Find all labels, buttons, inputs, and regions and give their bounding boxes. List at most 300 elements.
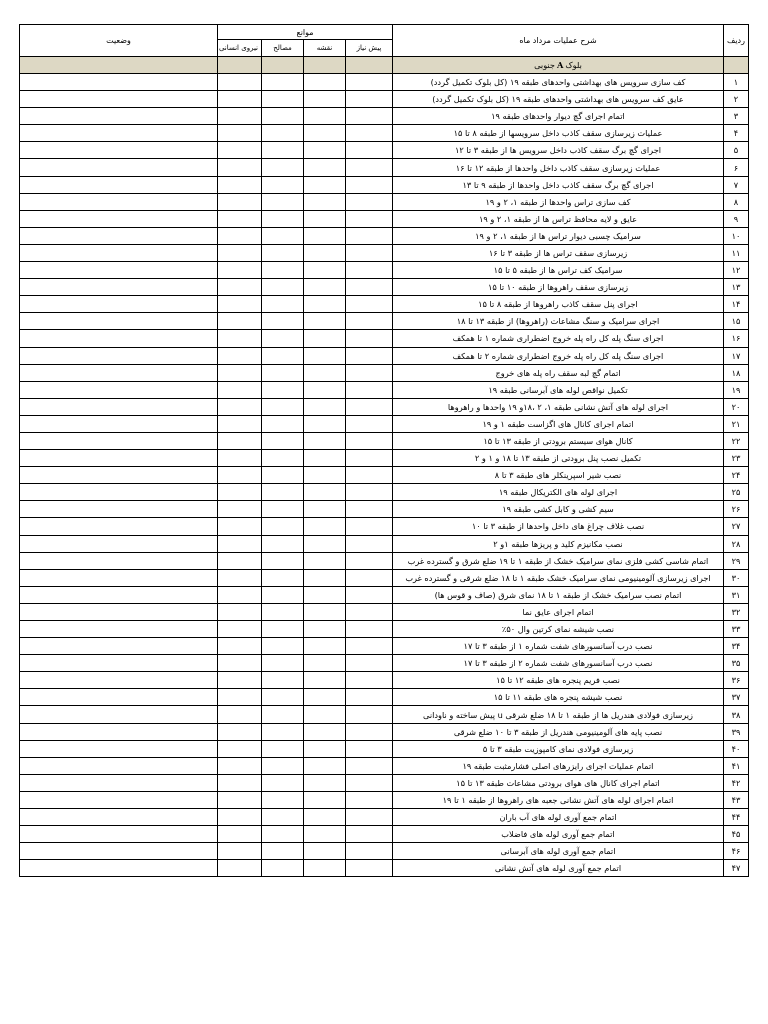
cell-status [20,826,218,843]
cell-materials [262,535,304,552]
cell-manpower [218,193,262,210]
cell-status [20,586,218,603]
cell-drawing [304,672,346,689]
cell-manpower [218,398,262,415]
cell-manpower [218,227,262,244]
cell-prerequisite [346,279,393,296]
cell-materials [262,501,304,518]
cell-drawing [304,689,346,706]
row-number: ۱۹ [724,381,749,398]
header-description: شرح عملیات مرداد ماه [393,25,724,57]
table-row [20,535,749,552]
cell-prerequisite [346,227,393,244]
cell-materials [262,381,304,398]
cell-materials [262,467,304,484]
table-row [20,672,749,689]
cell-materials [262,74,304,91]
row-description: نصب شیر اسپرینکلر های طبقه ۳ تا ۸ [393,467,724,484]
row-number: ۲۴ [724,467,749,484]
cell-materials [262,809,304,826]
cell-prerequisite [346,415,393,432]
cell-drawing [304,450,346,467]
cell-drawing [304,740,346,757]
cell-drawing [304,586,346,603]
header-prerequisite: پیش نیاز [346,40,393,57]
row-description: اجرای پنل سقف کاذب راهروها از طبقه ۸ تا ۱۵ [393,296,724,313]
cell-materials [262,313,304,330]
table-row [20,757,749,774]
cell-manpower [218,262,262,279]
row-description: نصب درب آسانسورهای شفت شماره ۱ از طبقه ۳ تا ۱۷ [393,638,724,655]
row-description: اجرای سرامیک و سنگ مشاعات (راهروها) از طبقه ۱۳ تا ۱۸ [393,313,724,330]
cell-materials [262,244,304,261]
section-title: بلوکAجنوبی [393,57,724,74]
cell-status [20,176,218,193]
cell-prerequisite [346,740,393,757]
row-number: ۴۵ [724,826,749,843]
cell-prerequisite [346,91,393,108]
row-number: ۴۶ [724,843,749,860]
row-number: ۴ [724,125,749,142]
cell-prerequisite [346,603,393,620]
cell-materials [262,552,304,569]
row-number: ۴۲ [724,774,749,791]
row-description: اتمام اجرای گچ دیوار واحدهای طبقه ۱۹ [393,108,724,125]
cell-status [20,108,218,125]
table-row [20,279,749,296]
cell-prerequisite [346,535,393,552]
table-row [20,484,749,501]
cell-prerequisite [346,108,393,125]
row-description: زیرسازی فولادی هندریل ها از طبقه ۱ تا ۱۸ ضلع شرقی u پیش ساخته و ناودانی [393,706,724,723]
row-description: زیرسازی سقف راهروها از طبقه ۱۰ تا ۱۵ [393,279,724,296]
cell-materials [262,569,304,586]
cell-drawing [304,774,346,791]
cell-drawing [304,108,346,125]
row-number: ۱ [724,74,749,91]
cell-materials [262,330,304,347]
table-row [20,398,749,415]
row-number: ۹ [724,210,749,227]
cell-manpower [218,757,262,774]
table-row [20,415,749,432]
table-row [20,569,749,586]
row-number: ۳۲ [724,603,749,620]
cell-drawing [304,860,346,877]
table-row [20,432,749,449]
cell-drawing [304,262,346,279]
cell-materials [262,398,304,415]
cell-manpower [218,125,262,142]
cell-manpower [218,501,262,518]
cell-materials [262,774,304,791]
cell-status [20,330,218,347]
cell-prerequisite [346,774,393,791]
cell-prerequisite [346,723,393,740]
cell-status [20,450,218,467]
cell-manpower [218,826,262,843]
cell-materials [262,484,304,501]
cell-status [20,740,218,757]
cell-manpower [218,518,262,535]
cell-prerequisite [346,655,393,672]
cell-status [20,621,218,638]
table-row [20,843,749,860]
cell-status [20,262,218,279]
row-number: ۲۲ [724,432,749,449]
cell-materials [262,125,304,142]
cell-materials [262,586,304,603]
cell-status [20,227,218,244]
table-row [20,518,749,535]
cell-prerequisite [346,142,393,159]
cell-prerequisite [346,262,393,279]
row-number: ۷ [724,176,749,193]
table-row [20,826,749,843]
row-number: ۲۵ [724,484,749,501]
row-description: اتمام اجرای عایق نما [393,603,724,620]
cell-prerequisite [346,210,393,227]
cell-materials [262,672,304,689]
cell-materials [262,757,304,774]
cell-drawing [304,706,346,723]
table-row [20,227,749,244]
cell-drawing [304,125,346,142]
table-row [20,313,749,330]
cell-prerequisite [346,125,393,142]
cell-drawing [304,330,346,347]
cell-prerequisite [346,518,393,535]
cell-drawing [304,176,346,193]
cell-materials [262,193,304,210]
row-description: عملیات زیرسازی سقف کاذب داخل واحدها از طبقه ۱۲ تا ۱۶ [393,159,724,176]
cell-manpower [218,176,262,193]
cell-status [20,296,218,313]
row-description: اتمام نصب سرامیک خشک از طبقه ۱ تا ۱۸ نمای شرق (صاف و قوس ها) [393,586,724,603]
cell-drawing [304,415,346,432]
cell-status [20,364,218,381]
header-obstacles: موانع [218,25,393,40]
cell-materials [262,740,304,757]
cell-manpower [218,467,262,484]
table-row [20,91,749,108]
table-row [20,125,749,142]
cell-manpower [218,655,262,672]
cell-prerequisite [346,569,393,586]
cell-manpower [218,603,262,620]
cell-status [20,313,218,330]
cell-drawing [304,501,346,518]
cell-drawing [304,91,346,108]
cell-materials [262,415,304,432]
cell-prerequisite [346,381,393,398]
table-row [20,108,749,125]
cell-drawing [304,809,346,826]
cell-drawing [304,518,346,535]
cell-drawing [304,398,346,415]
cell-status [20,415,218,432]
cell-prerequisite [346,621,393,638]
row-description: اتمام جمع آوری لوله های آبرسانی [393,843,724,860]
cell-status [20,706,218,723]
row-number: ۱۶ [724,330,749,347]
cell-drawing [304,467,346,484]
cell-status [20,74,218,91]
cell-prerequisite [346,159,393,176]
cell-drawing [304,244,346,261]
cell-materials [262,296,304,313]
cell-manpower [218,672,262,689]
cell-status [20,484,218,501]
cell-materials [262,432,304,449]
cell-drawing [304,638,346,655]
cell-status [20,774,218,791]
cell-manpower [218,638,262,655]
cell-prerequisite [346,74,393,91]
cell-manpower [218,381,262,398]
cell-drawing [304,723,346,740]
cell-materials [262,262,304,279]
header-radif: ردیف [724,25,749,57]
cell-status [20,159,218,176]
row-number: ۲۹ [724,552,749,569]
row-number: ۳۱ [724,586,749,603]
cell-drawing [304,313,346,330]
cell-manpower [218,723,262,740]
cell-status [20,398,218,415]
cell-manpower [218,791,262,808]
cell-status [20,552,218,569]
row-number: ۱۷ [724,347,749,364]
cell-manpower [218,108,262,125]
row-number: ۳۹ [724,723,749,740]
table-row [20,467,749,484]
cell-status [20,193,218,210]
row-description: زیرسازی سقف تراس ها از طبقه ۳ تا ۱۶ [393,244,724,261]
row-description: نصب درب آسانسورهای شفت شماره ۲ از طبقه ۳ تا ۱۷ [393,655,724,672]
table-row [20,501,749,518]
cell-prerequisite [346,398,393,415]
row-description: اتمام اجرای لوله های آتش نشانی جعبه های راهروها از طبقه ۱ تا ۱۹ [393,791,724,808]
cell-materials [262,723,304,740]
row-description: اجرای لوله های آتش نشانی طبقه ۱، ۲ ،۱۸و ۱۹ واحدها و راهروها [393,398,724,415]
cell-drawing [304,843,346,860]
table-row [20,210,749,227]
row-description: نصب مکانیزم کلید و پریزها طبقه ۱و ۲ [393,535,724,552]
cell-drawing [304,193,346,210]
cell-materials [262,706,304,723]
cell-materials [262,159,304,176]
row-description: تکمیل نواقص لوله های آبرسانی طبقه ۱۹ [393,381,724,398]
cell-status [20,279,218,296]
cell-status [20,791,218,808]
row-number: ۲۰ [724,398,749,415]
row-number: ۴۰ [724,740,749,757]
row-number: ۲۷ [724,518,749,535]
cell-manpower [218,330,262,347]
operations-table [19,24,749,877]
row-number: ۱۵ [724,313,749,330]
cell-manpower [218,159,262,176]
row-description: نصب فریم پنجره های طبقه ۱۲ تا ۱۵ [393,672,724,689]
cell-status [20,672,218,689]
table-row [20,655,749,672]
cell-manpower [218,740,262,757]
cell-materials [262,621,304,638]
cell-drawing [304,826,346,843]
cell-materials [262,364,304,381]
cell-prerequisite [346,552,393,569]
cell-manpower [218,142,262,159]
cell-status [20,244,218,261]
cell-manpower [218,774,262,791]
row-number: ۲ [724,91,749,108]
row-number: ۱۱ [724,244,749,261]
cell-materials [262,843,304,860]
table-row [20,381,749,398]
cell-prerequisite [346,432,393,449]
cell-manpower [218,279,262,296]
row-number: ۱۲ [724,262,749,279]
row-number: ۱۴ [724,296,749,313]
cell-materials [262,791,304,808]
table-row [20,296,749,313]
row-number: ۴۴ [724,809,749,826]
row-description: اتمام شاسی کشی فلزی نمای سرامیک خشک از طبقه ۱ تا ۱۹ ضلع شرق و گسترده غرب [393,552,724,569]
cell-drawing [304,159,346,176]
cell-prerequisite [346,347,393,364]
row-description: کف سازی تراس واحدها از طبقه ۱، ۲ و ۱۹ [393,193,724,210]
cell-prerequisite [346,689,393,706]
row-description: تکمیل نصب پنل برودتی از طبقه ۱۳ تا ۱۸ و ۱ و ۲ [393,450,724,467]
cell-status [20,860,218,877]
table-row [20,176,749,193]
cell-drawing [304,279,346,296]
row-description: سرامیک چسبی دیوار تراس ها از طبقه ۱، ۲ و ۱۹ [393,227,724,244]
table-row [20,638,749,655]
cell-status [20,723,218,740]
row-description: زیرسازی فولادی نمای کامپوزیت طبقه ۳ تا ۵ [393,740,724,757]
cell-manpower [218,621,262,638]
cell-status [20,809,218,826]
cell-materials [262,450,304,467]
cell-materials [262,689,304,706]
cell-prerequisite [346,176,393,193]
cell-prerequisite [346,193,393,210]
cell-materials [262,347,304,364]
cell-materials [262,91,304,108]
row-number: ۳۰ [724,569,749,586]
cell-status [20,843,218,860]
table-row [20,347,749,364]
row-number: ۱۳ [724,279,749,296]
cell-manpower [218,210,262,227]
cell-status [20,518,218,535]
cell-drawing [304,210,346,227]
cell-status [20,91,218,108]
cell-prerequisite [346,757,393,774]
row-description: نصب شیشه پنجره های طبقه ۱۱ تا ۱۵ [393,689,724,706]
row-description: اجرای سنگ پله کل راه پله خروج اضطراری شماره ۱ تا همکف [393,330,724,347]
row-description: اتمام جمع آوری لوله های آب باران [393,809,724,826]
table-row [20,706,749,723]
row-description: نصب شیشه نمای کرتین وال ۵۰٪ [393,621,724,638]
cell-prerequisite [346,501,393,518]
cell-status [20,432,218,449]
row-number: ۴۳ [724,791,749,808]
cell-drawing [304,347,346,364]
table-row [20,262,749,279]
section-row [20,57,749,74]
cell-status [20,757,218,774]
row-number: ۳۶ [724,672,749,689]
row-description: عملیات زیرسازی سقف کاذب داخل سرویسها از طبقه ۸ تا ۱۵ [393,125,724,142]
cell-drawing [304,74,346,91]
cell-drawing [304,227,346,244]
table-row [20,193,749,210]
cell-drawing [304,569,346,586]
cell-manpower [218,484,262,501]
cell-status [20,142,218,159]
row-description: سیم کشی و کابل کشی طبقه ۱۹ [393,501,724,518]
cell-prerequisite [346,843,393,860]
table-row [20,774,749,791]
cell-status [20,535,218,552]
block-letter: A [556,60,564,70]
cell-prerequisite [346,296,393,313]
cell-prerequisite [346,586,393,603]
cell-prerequisite [346,467,393,484]
cell-materials [262,210,304,227]
cell-manpower [218,91,262,108]
cell-status [20,467,218,484]
table-row [20,860,749,877]
row-number: ۴۱ [724,757,749,774]
table-row [20,74,749,91]
table-row [20,142,749,159]
row-description: نصب غلاف چراغ های داخل واحدها از طبقه ۳ تا ۱۰ [393,518,724,535]
cell-manpower [218,244,262,261]
cell-status [20,655,218,672]
row-description: عایق و لایه محافظ تراس ها از طبقه ۱، ۲ و ۱۹ [393,210,724,227]
cell-drawing [304,621,346,638]
cell-status [20,569,218,586]
cell-prerequisite [346,860,393,877]
cell-drawing [304,535,346,552]
table-row [20,586,749,603]
cell-prerequisite [346,809,393,826]
cell-prerequisite [346,330,393,347]
cell-drawing [304,296,346,313]
cell-materials [262,603,304,620]
table-row [20,809,749,826]
row-number: ۲۳ [724,450,749,467]
row-description: سرامیک کف تراس ها از طبقه ۵ تا ۱۵ [393,262,724,279]
row-number: ۳۷ [724,689,749,706]
cell-materials [262,655,304,672]
row-number: ۲۸ [724,535,749,552]
cell-materials [262,860,304,877]
row-description: اتمام گچ لبه سقف راه پله های خروج [393,364,724,381]
cell-manpower [218,552,262,569]
cell-drawing [304,603,346,620]
cell-prerequisite [346,638,393,655]
cell-prerequisite [346,791,393,808]
row-description: عایق کف سرویس های بهداشتی واحدهای طبقه ۱۹ (کل بلوک تکمیل گردد) [393,91,724,108]
cell-status [20,689,218,706]
header-drawing: نقشه [304,40,346,57]
cell-drawing [304,552,346,569]
